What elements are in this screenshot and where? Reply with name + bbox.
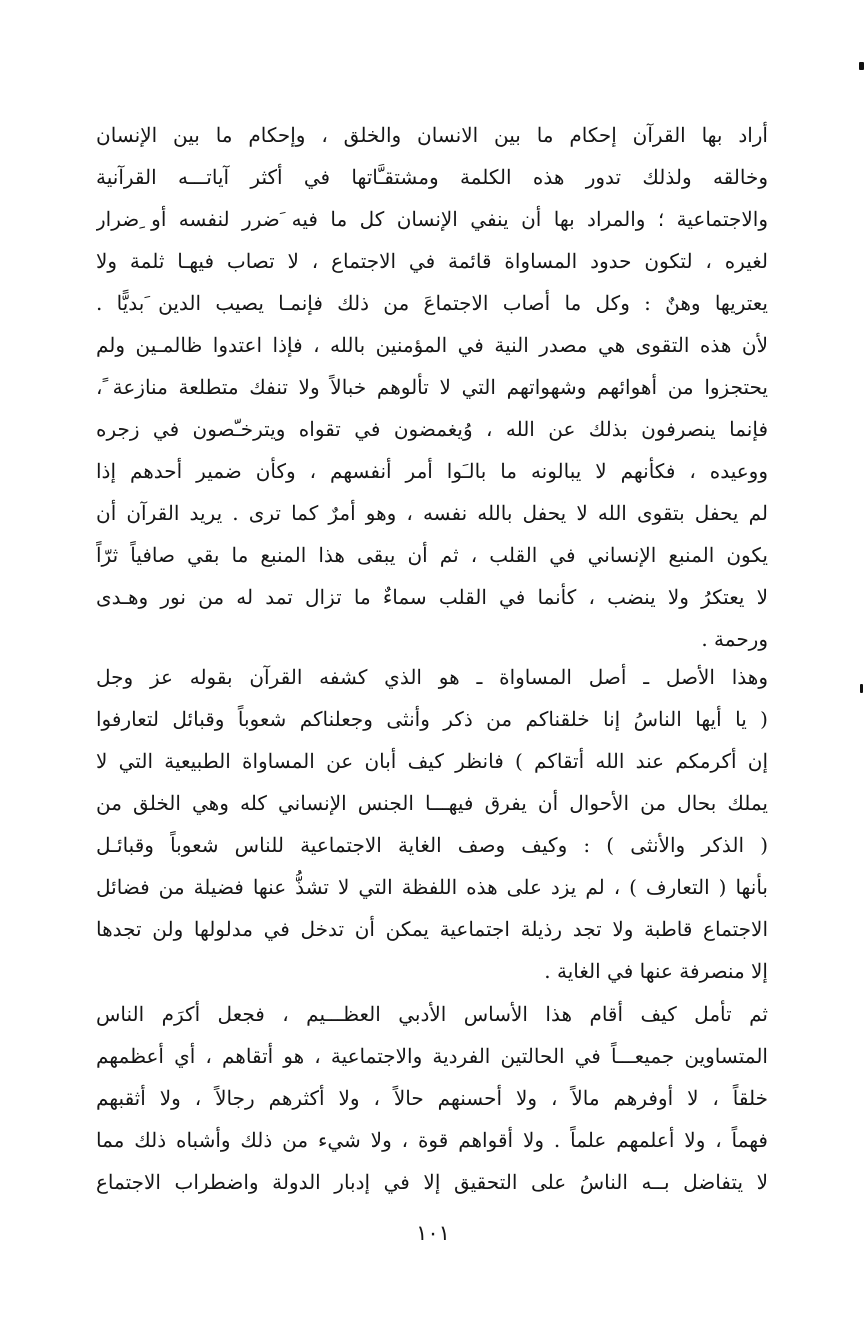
text-line: لا يتفاضل بــه الناسُ على التحقيق إلا في إدبار الدولة واضطراب الاجتماع <box>96 1170 768 1194</box>
scan-edge-mark <box>860 684 863 693</box>
text-line: خلقاً ، لا أوفرهم مالاً ، ولا أحسنهم حالاً ، ولا أكثرهم رجالاً ، ولا أثقبهم <box>96 1086 768 1110</box>
paragraph <box>96 656 768 992</box>
text-line: يكون المنبع الإنساني في القلب ، ثم أن يبقى هذا المنبع ما بقي صافياً ثرّاً <box>96 543 768 567</box>
text-line: لا يعتكرُ ولا ينضب ، كأنما في القلب سماءٌ ما تزال تمد له من نور وهـدى <box>96 585 768 609</box>
text-line: الاجتماع قاطبة ولا تجد رذيلة اجتماعية يمكن أن تدخل في مدلولها ولن تجدها <box>96 917 768 941</box>
text-line: إن أكرمكم عند الله أتقاكم ) فانظر كيف أبان عن المساواة الطبيعية التي لا <box>96 749 768 773</box>
text-line: فهماً ، ولا أعلمهم علماً . ولا أقواهم قوة ، ولا شيء من ذلك وأشباه ذلك مما <box>96 1128 768 1152</box>
text-line: ( يا أيها الناسُ إنا خلقناكم من ذكر وأنثى وجعلناكم شعوباً وقبائل لتعارفوا <box>96 707 768 731</box>
text-line: يملك بحال من الأحوال أن يفرق فيهـــا الجنس الإنساني كله وهي الخلق من <box>96 791 768 815</box>
text-line: لأن هذه التقوى هي مصدر النية في المؤمنين بالله ، فإذا اعتدوا ظالمـين ولم <box>96 333 768 357</box>
text-line: والاجتماعية ؛ والمراد بها أن ينفي الإنسان كل ما فيه َضرر لنفسه أو ِضرار <box>96 207 768 231</box>
text-line: بأنها ( التعارف ) ، لم يزد على هذه اللفظة التي لا تشذُّ عنها فضيلة من فضائل <box>96 875 768 899</box>
text-line: ثم تأمل كيف أقام هذا الأساس الأدبي العظـــيم ، فجعل أكرَم الناس <box>96 1002 768 1026</box>
text-line: ( الذكر والأنثى ) : وكيف وصف الغاية الاجتماعية للناس شعوباً وقبائـل <box>96 833 768 857</box>
page-number: ١٠١ <box>416 1221 450 1245</box>
text-line: ورحمة . <box>701 627 768 651</box>
paragraph <box>96 114 768 660</box>
text-line: المتساوين جميعـــاً في الحالتين الفردية والاجتماعية ، هو أتقاهم ، أي أعظمهم <box>96 1044 768 1068</box>
text-line: إلا منصرفة عنها في الغاية . <box>544 959 768 983</box>
paragraph <box>96 993 768 1203</box>
text-line: يحتجزوا من أهوائهم وشهواتهم التي لا تألوهم خبالاً ولا تنفك متطلعة منازعة ً، <box>96 375 768 399</box>
text-line: يعتريها وهنٌ : وكل ما أصاب الاجتماعَ من ذلك فإنمـا يصيب الدين َبديًّا . <box>96 291 768 315</box>
text-line: لم يحفل بتقوى الله لا يحفل بالله نفسه ، وهو أمرٌ كما ترى . يريد القرآن أن <box>96 501 768 525</box>
text-line: وهذا الأصل ـ أصل المساواة ـ هو الذي كشفه القرآن بقوله عز وجل <box>96 665 768 689</box>
text-line: لغيره ، لتكون حدود المساواة قائمة في الاجتماع ، لا تصاب فيهـا ثلمة ولا <box>96 249 768 273</box>
text-line: أراد بها القرآن إحكام ما بين الانسان والخلق ، وإحكام ما بين الإنسان <box>96 123 768 147</box>
text-line: ووعيده ، فكأنهم لا يبالونه ما بالـَوا أمر أنفسهم ، وكأن ضمير أحدهم إذا <box>96 459 768 483</box>
text-line: وخالقه ولذلك تدور هذه الكلمة ومشتقـَّاتها في أكثر آياتـــه القرآنية <box>96 165 768 189</box>
text-line: فإنما ينصرفون بذلك عن الله ، وُيغمضون في تقواه ويترخـّصون في زجره <box>96 417 768 441</box>
scan-edge-mark <box>859 62 864 70</box>
